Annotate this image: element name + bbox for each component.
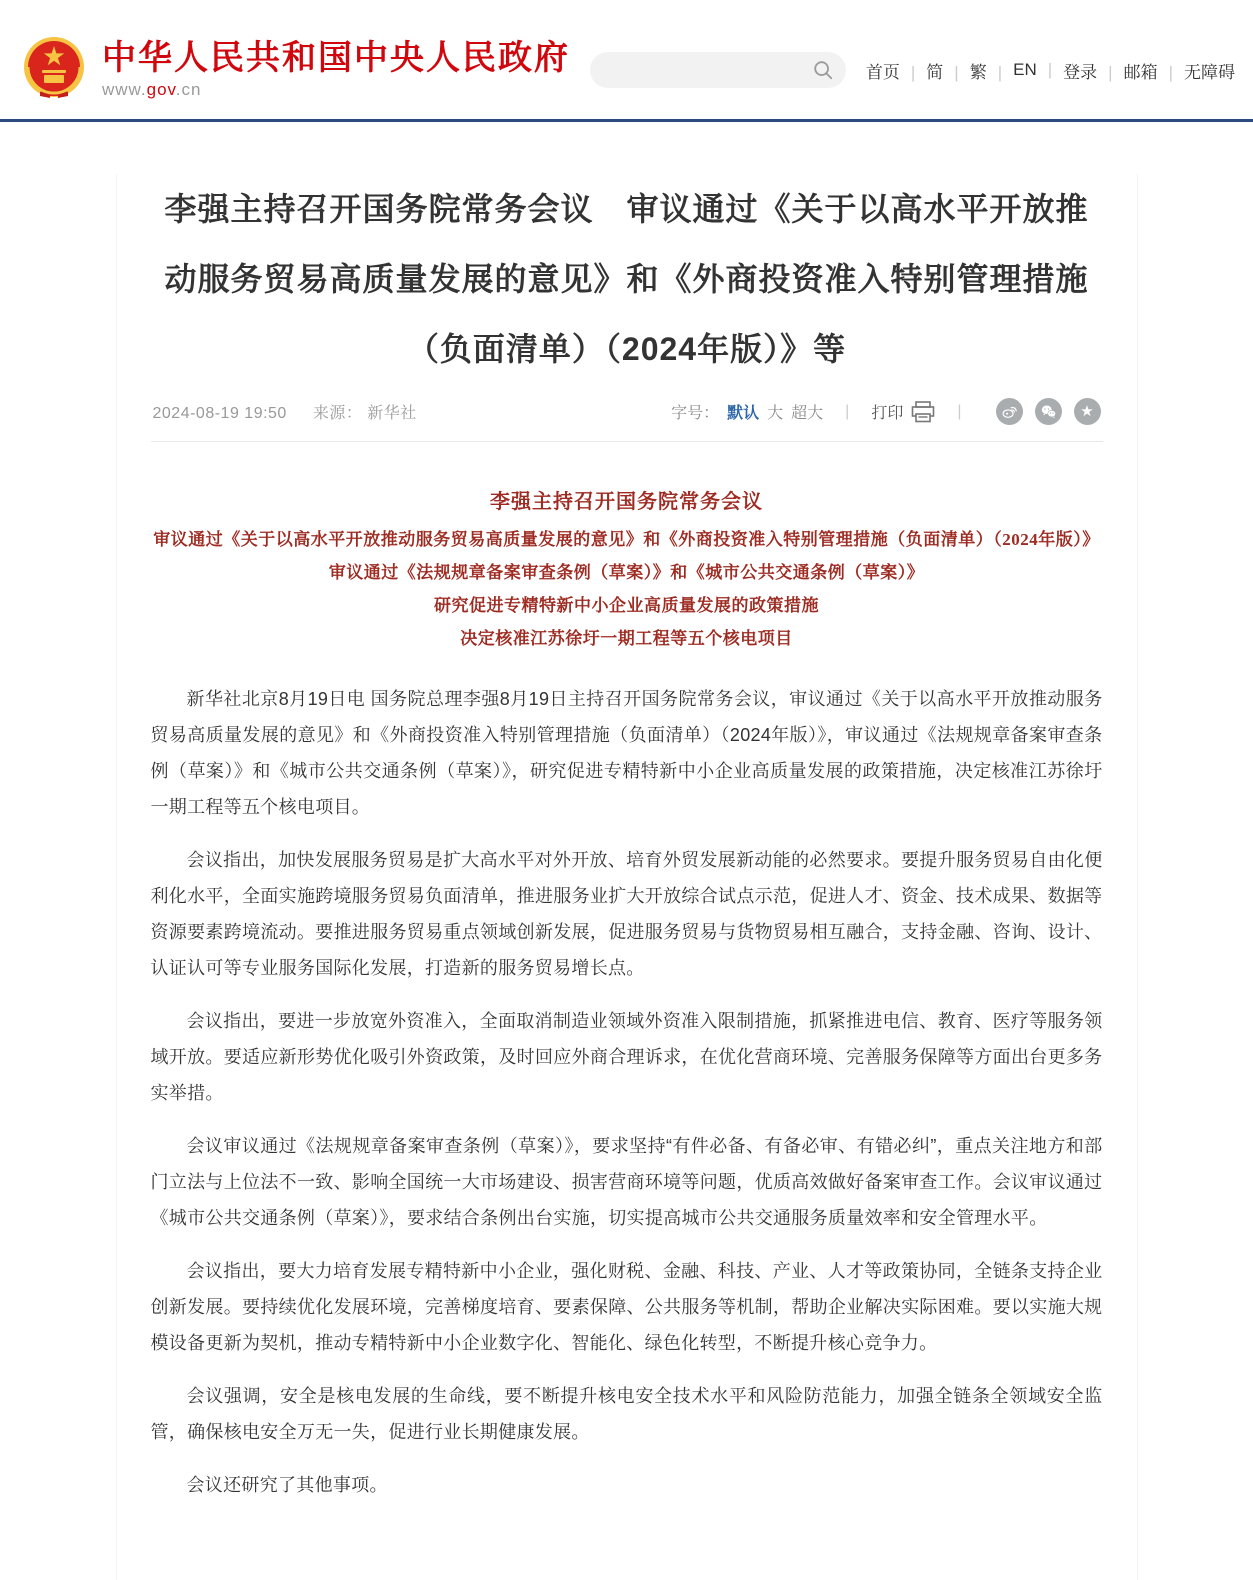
meta-divider: [151, 441, 1103, 442]
publish-date: 2024-08-19 19:50: [152, 405, 287, 422]
share-weibo-button[interactable]: [996, 398, 1023, 425]
site-url-prefix: www.: [102, 80, 147, 99]
article-container: [116, 174, 1138, 1580]
source-name[interactable]: 新华社: [367, 405, 417, 422]
site-url-gov: gov: [146, 80, 176, 99]
article-title: 李强主持召开国务院常务会议 审议通过《关于以高水平开放推动服务贸易高质量发展的意见》和《外商投资准入特别管理措施（负面清单）（2024年版）》等: [164, 191, 1089, 367]
fontsize-option[interactable]: 超大: [791, 405, 824, 422]
wechat-icon: [1040, 403, 1057, 420]
body-paragraph: 新华社北京8月19日电 国务院总理李强8月19日主持召开国务院常务会议，审议通过《关于以高水平开放推动服务贸易高质量发展的意见》和《外商投资准入特别管理措施（负面清单）（2024年版）》，审议通过《法规规章备案审查条例（草案）》和《城市公共交通条例（草案）》，研究促进专精特新中小企业高质量发展的政策措施，决定核准江苏徐圩一期工程等五个核电项目。: [150, 689, 1103, 817]
search-input[interactable]: [590, 52, 846, 88]
top-nav-link[interactable]: 繁 |: [970, 58, 1013, 83]
fontsize-options: [719, 400, 823, 423]
weibo-icon: [1001, 403, 1018, 420]
article-body: [151, 681, 1103, 1503]
top-nav-link[interactable]: 邮箱 |: [1124, 58, 1184, 83]
body-paragraph: 会议还研究了其他事项。: [186, 1475, 388, 1495]
site-url: [102, 80, 570, 100]
top-nav: [866, 58, 1235, 83]
national-emblem-logo: [22, 36, 86, 102]
search-icon[interactable]: [812, 59, 834, 81]
printer-icon: [911, 401, 935, 423]
fontsize-option[interactable]: 默认: [727, 405, 760, 422]
summary-heading-line: 审议通过《法规规章备案审查条例（草案）》和《城市公共交通条例（草案）》: [328, 563, 925, 582]
search-box[interactable]: [590, 52, 846, 88]
summary-heading-line: 研究促进专精特新中小企业高质量发展的政策措施: [434, 596, 819, 615]
top-nav-link[interactable]: 简 |: [926, 58, 969, 83]
site-header: [0, 0, 1253, 122]
meta-separator: |: [845, 402, 850, 420]
star-icon: ★: [1080, 403, 1094, 420]
top-nav-link[interactable]: 首页 |: [866, 58, 926, 83]
fontsize-label: 字号：: [671, 405, 720, 422]
summary-heading-line: 李强主持召开国务院常务会议: [490, 491, 763, 513]
share-group: [984, 398, 1101, 425]
source-label: 来源：: [312, 405, 363, 422]
body-paragraph: 会议强调，安全是核电发展的生命线，要不断提升核电安全技术水平和风险防范能力，加强全链条全领域安全监管，确保核电安全万无一失，促进行业长期健康发展。: [150, 1386, 1103, 1442]
top-nav-link[interactable]: 无障碍: [1184, 62, 1235, 82]
fontsize-control: [671, 400, 823, 423]
article-meta-left: [153, 400, 417, 423]
print-label: 打印: [871, 405, 904, 422]
site-url-suffix: .cn: [175, 80, 202, 99]
share-wechat-button[interactable]: [1035, 398, 1062, 425]
summary-heading-line: 审议通过《关于以高水平开放推动服务贸易高质量发展的意见》和《外商投资准入特别管理措施（负面清单）（2024年版）》: [153, 530, 1100, 549]
meta-separator: |: [957, 402, 962, 420]
top-nav-link[interactable]: EN |: [1013, 60, 1063, 80]
body-paragraph: 会议指出，要大力培育发展专精特新中小企业，强化财税、金融、科技、产业、人才等政策协同，全链条支持企业创新发展。要持续优化发展环境，完善梯度培育、要素保障、公共服务等机制，帮助企业解决实际困难。要以实施大规模设备更新为契机，推动专精特新中小企业数字化、智能化、绿色化转型，不断提升核心竞争力。: [150, 1261, 1103, 1353]
body-paragraph: 会议指出，要进一步放宽外资准入，全面取消制造业领域外资准入限制措施，抓紧推进电信、教育、医疗等服务领域开放。要适应新形势优化吸引外资政策，及时回应外商合理诉求，在优化营商环境、完善服务保障等方面出台更多务实举措。: [150, 1011, 1103, 1103]
site-brand[interactable]: [22, 36, 570, 102]
share-favorite-button[interactable]: [1074, 398, 1101, 425]
top-nav-link[interactable]: 登录 |: [1063, 58, 1123, 83]
body-paragraph: 会议审议通过《法规规章备案审查条例（草案）》，要求坚持“有件必备、有备必审、有错必纠”，重点关注地方和部门立法与上位法不一致、影响全国统一大市场建设、损害营商环境等问题，优质高效做好备案审查工作。会议审议通过《城市公共交通条例（草案）》，要求结合条例出台实施，切实提高城市公共交通服务质量效率和安全管理水平。: [150, 1136, 1103, 1228]
meeting-summary-headings: [151, 492, 1103, 649]
body-paragraph: 会议指出，加快发展服务贸易是扩大高水平对外开放、培育外贸发展新动能的必然要求。要提升服务贸易自由化便利化水平，全面实施跨境服务贸易负面清单，推进服务业扩大开放综合试点示范，促进人才、资金、技术成果、数据等资源要素跨境流动。要推进服务贸易重点领域创新发展，促进服务贸易与货物贸易相互融合，支持金融、咨询、设计、认证认可等专业服务国际化发展，打造新的服务贸易增长点。: [150, 850, 1103, 978]
article-meta-right: [671, 398, 1100, 425]
print-button[interactable]: [871, 400, 935, 423]
fontsize-option[interactable]: 大: [767, 405, 784, 422]
article-meta-row: [151, 398, 1103, 425]
summary-heading-line: 决定核准江苏徐圩一期工程等五个核电项目: [460, 629, 793, 648]
site-title: 中华人民共和国中央人民政府: [102, 39, 570, 77]
